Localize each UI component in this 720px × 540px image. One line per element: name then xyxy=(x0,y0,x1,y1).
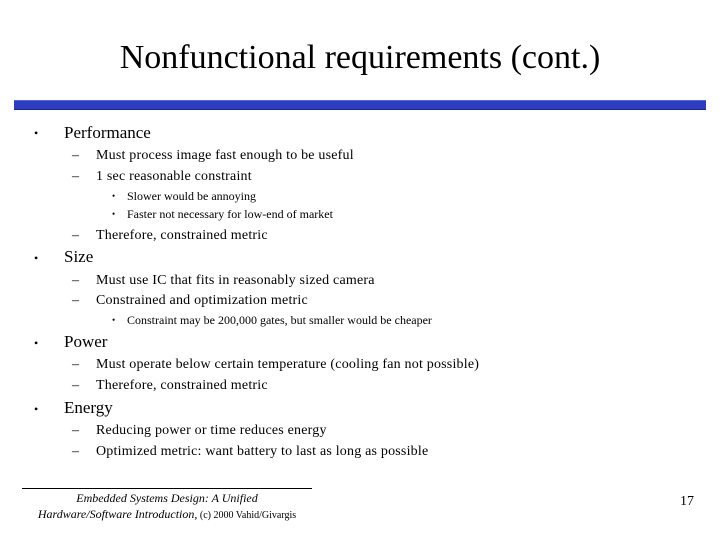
dash-icon: – xyxy=(72,378,79,393)
dash-icon: – xyxy=(72,444,79,459)
list-item: Must use IC that fits in reasonably sized camera xyxy=(96,273,375,288)
bullet-icon: • xyxy=(34,126,39,140)
list-item: Constrained and optimization metric xyxy=(96,293,308,308)
dash-icon: – xyxy=(72,148,79,163)
list-item: Therefore, constrained metric xyxy=(96,378,268,393)
list-item: Therefore, constrained metric xyxy=(96,228,268,243)
bullet-icon: • xyxy=(112,191,116,201)
bullet-icon: • xyxy=(112,209,116,219)
list-subitem: Faster not necessary for low-end of market xyxy=(127,207,333,221)
footer-divider xyxy=(22,488,312,489)
section-heading-energy: Energy xyxy=(64,398,113,417)
footer-book-title: Hardware/Software Introduction, xyxy=(37,507,198,521)
bullet-icon: • xyxy=(112,315,116,325)
list-item: Reducing power or time reduces energy xyxy=(96,423,327,438)
bullet-icon: • xyxy=(34,336,39,350)
dash-icon: – xyxy=(72,357,79,372)
footer-copyright: (c) 2000 Vahid/Givargis xyxy=(197,510,297,521)
list-subitem: Slower would be annoying xyxy=(127,189,256,203)
dash-icon: – xyxy=(72,273,79,288)
list-subitem: Constraint may be 200,000 gates, but smaller would be cheaper xyxy=(127,313,432,327)
list-item: 1 sec reasonable constraint xyxy=(96,169,252,184)
footer-line-2 xyxy=(22,506,312,524)
dash-icon: – xyxy=(72,423,79,438)
section-heading-size: Size xyxy=(64,247,94,266)
section-heading-power: Power xyxy=(64,332,108,351)
footer-line-1: Embedded Systems Design: A Unified xyxy=(76,491,258,505)
footer-citation xyxy=(22,490,312,524)
bullet-icon: • xyxy=(34,251,39,265)
slide-title: Nonfunctional requirements (cont.) xyxy=(119,39,601,76)
list-item: Optimized metric: want battery to last as long as possible xyxy=(96,444,429,459)
list-item: Must process image fast enough to be useful xyxy=(96,148,354,163)
dash-icon: – xyxy=(72,228,79,243)
dash-icon: – xyxy=(72,169,79,184)
bullet-icon: • xyxy=(34,402,39,416)
dash-icon: – xyxy=(72,293,79,308)
page-number: 17 xyxy=(680,494,694,509)
list-item: Must operate below certain temperature (cooling fan not possible) xyxy=(96,357,480,372)
section-heading-performance: Performance xyxy=(64,123,151,142)
